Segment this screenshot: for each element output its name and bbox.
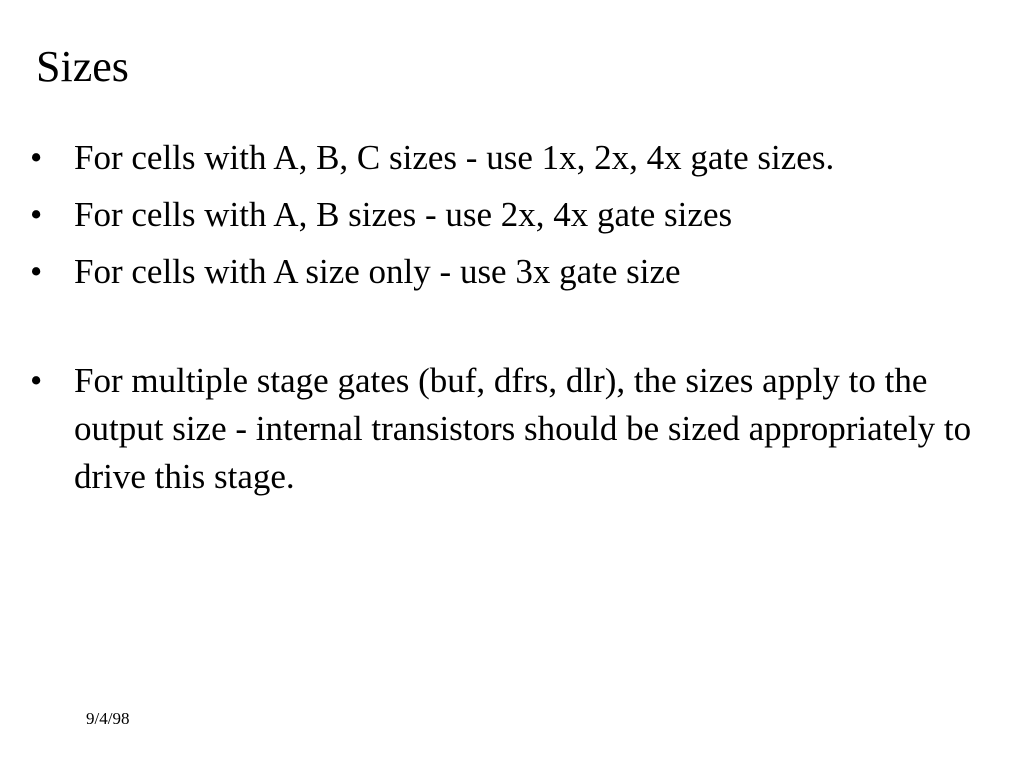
- bullet-text: For multiple stage gates (buf, dfrs, dlr), the sizes apply to the output size - internal transistors should be sized appropriately to drive this stage.: [74, 361, 972, 496]
- bullet-marker-icon: •: [30, 252, 43, 291]
- bullet-text: For cells with A, B sizes - use 2x, 4x gate sizes: [74, 195, 733, 234]
- bullet-item: [30, 191, 990, 239]
- bullet-item: [30, 134, 990, 182]
- slide-title: Sizes: [36, 42, 129, 91]
- bullet-list: [30, 134, 990, 510]
- bullet-item: [30, 357, 990, 501]
- bullet-marker-icon: •: [30, 138, 43, 177]
- bullet-marker-icon: •: [30, 195, 43, 234]
- bullet-text: For cells with A, B, C sizes - use 1x, 2x, 4x gate sizes.: [74, 138, 835, 177]
- bullet-item: [30, 248, 990, 296]
- slide-date: 9/4/98: [86, 709, 130, 728]
- bullet-marker-icon: •: [30, 361, 43, 400]
- bullet-text: For cells with A size only - use 3x gate size: [74, 252, 681, 291]
